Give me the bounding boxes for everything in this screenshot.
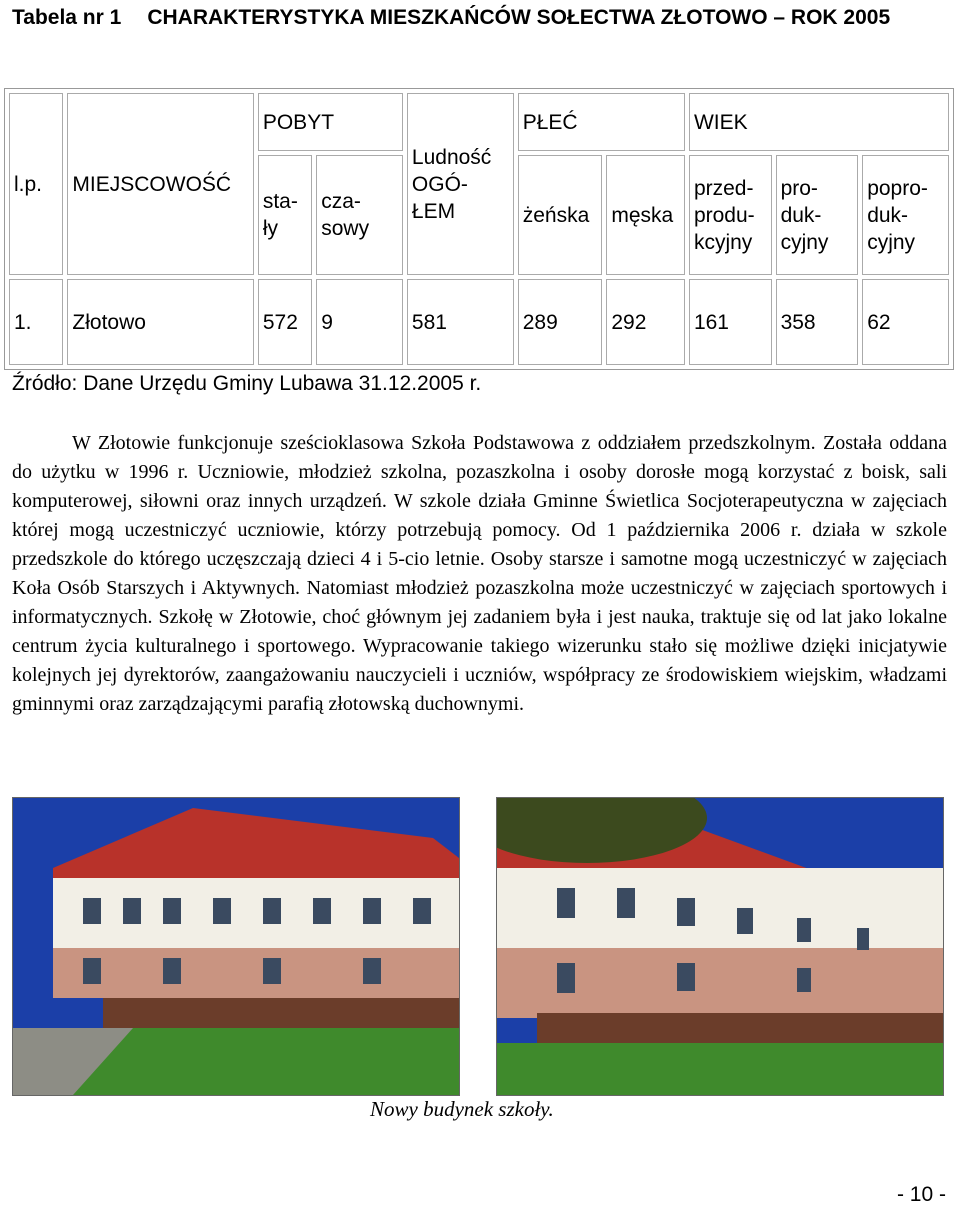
table-row	[9, 279, 949, 365]
header-plec: PŁEĆ	[518, 93, 685, 151]
cell-poprodukcyjny: 62	[862, 279, 949, 365]
header-przedprodukcyjny: przed- produ- kcyjny	[689, 155, 772, 275]
header-wiek: WIEK	[689, 93, 949, 151]
cell-czasowy: 9	[316, 279, 403, 365]
cell-miejscowosc: Złotowo	[67, 279, 253, 365]
header-lp: l.p.	[9, 93, 63, 275]
table-heading	[12, 4, 952, 31]
cell-produkcyjny: 358	[776, 279, 859, 365]
school-photo-right	[496, 797, 944, 1096]
header-czasowy: cza- sowy	[316, 155, 403, 275]
header-pobyt: POBYT	[258, 93, 403, 151]
page-number: - 10 -	[896, 1183, 946, 1206]
cell-lp: 1.	[9, 279, 63, 365]
body-paragraph: W Złotowie funkcjonuje sześcioklasowa Szkoła Podstawowa z oddziałem przedszkolnym. Została oddana do użytku w 1996 r. Uczniowie, młodzież szkolna, pozaszkolna i osoby dorosłe mogą korzystać z boisk, sali komputerowej, siłowni oraz innych urządzeń. W szkole działa Gminne Świetlica Socjoterapeutyczna w zajęciach której mogą uczestniczyć uczniowie, którzy potrzebują pomocy. Od 1 października 2006 r. działa w szkole przedszkole do którego uczęszczają dzieci 4 i 5-cio letnie. Osoby starsze i samotne mogą uczestniczyć w zajęciach Koła Osób Starszych i Aktywnych. Natomiast młodzież pozaszkolna może uczestniczyć w zajęciach sportowych i informatycznych. Szkołę w Złotowie, choć głównym jej zadaniem była i jest nauka, traktuje się od lat jako lokalne centrum życia kulturalnego i sportowego. Wypracowanie takiego wizerunku stało się możliwe dzięki inicjatywie kolejnych jej dyrektorów, zaangażowaniu nauczycieli i uczniów, współpracy ze środowiskiem wiejskim, władzami gminnymi oraz zarządzającymi parafią złotowską duchownymi.	[12, 432, 947, 715]
school-photo-left	[12, 797, 460, 1096]
header-ludnosc: Ludność OGÓ- ŁEM	[407, 93, 514, 275]
table-number: Tabela nr 1	[12, 6, 122, 29]
header-produkcyjny: pro- duk- cyjny	[776, 155, 859, 275]
table-title: CHARAKTERYSTYKA MIESZKAŃCÓW SOŁECTWA ZŁOTOWO – ROK 2005	[147, 6, 891, 29]
photo-caption: Nowy budynek szkoły.	[370, 1097, 554, 1121]
header-poprodukcyjny: popro- duk- cyjny	[862, 155, 949, 275]
cell-meska: 292	[606, 279, 685, 365]
cell-przedprodukcyjny: 161	[689, 279, 772, 365]
cell-staly: 572	[258, 279, 312, 365]
header-miejscowosc: MIEJSCOWOŚĆ	[67, 93, 253, 275]
residents-table	[4, 88, 954, 370]
header-meska: męska	[606, 155, 685, 275]
cell-ludnosc: 581	[407, 279, 514, 365]
header-staly: sta- ły	[258, 155, 312, 275]
cell-zenska: 289	[518, 279, 603, 365]
header-zenska: żeńska	[518, 155, 603, 275]
source-note: Źródło: Dane Urzędu Gminy Lubawa 31.12.2005 r.	[12, 372, 482, 395]
